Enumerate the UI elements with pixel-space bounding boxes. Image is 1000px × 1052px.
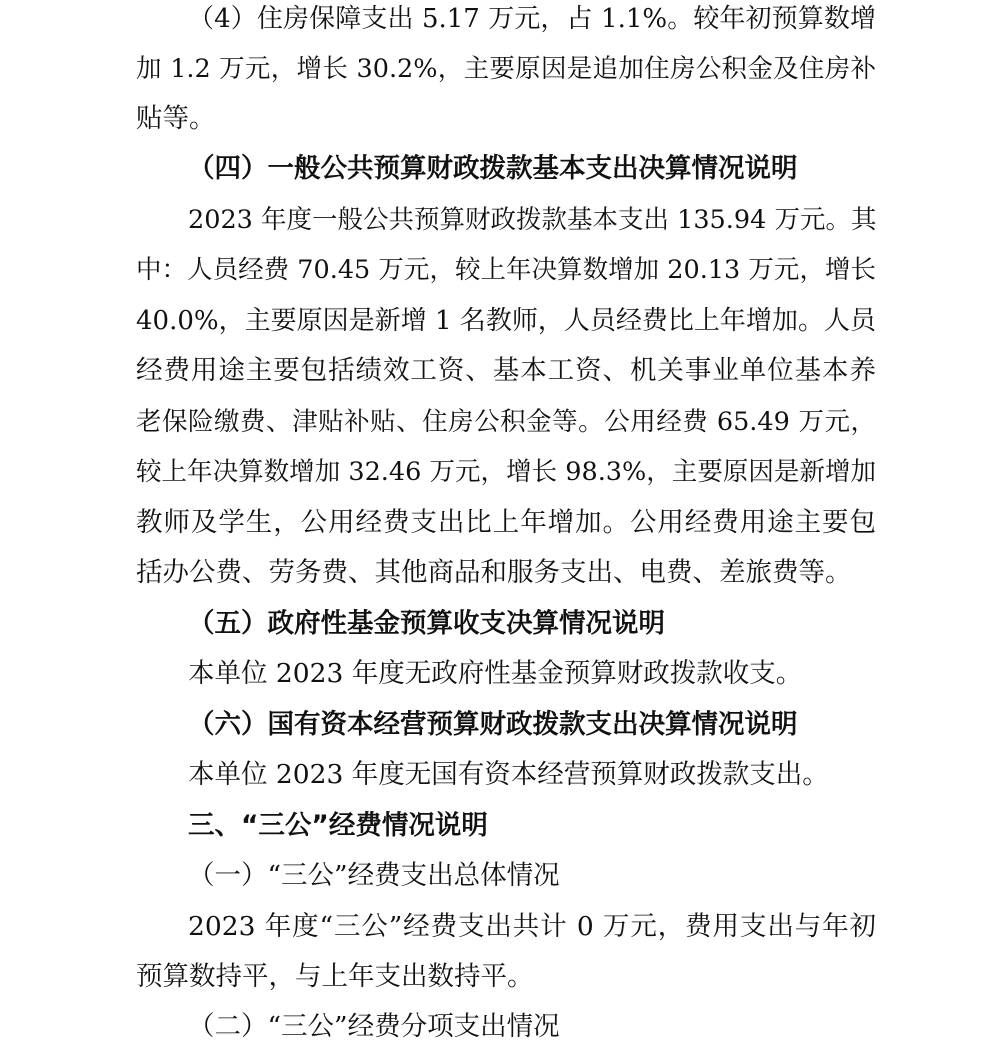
paragraph-line: 老保险缴费、津贴补贴、住房公积金等。公用经费 65.49 万元， <box>136 407 876 437</box>
paragraph-line: 预算数持平，与上年支出数持平。 <box>136 961 534 992</box>
paragraph-line: 教师及学生，公用经费支出比上年增加。公用经费用途主要包 <box>136 507 876 538</box>
chapter-heading: 三、“三公”经费情况说明 <box>188 810 488 841</box>
paragraph-line: 贴等。 <box>136 103 216 134</box>
paragraph-line: 括办公费、劳务费、其他商品和服务支出、电费、差旅费等。 <box>136 557 852 588</box>
paragraph-line: （4）住房保障支出 5.17 万元，占 1.1%。较年初预算数增 <box>188 4 876 34</box>
section-heading: （一）“三公”经费支出总体情况 <box>188 860 560 891</box>
paragraph-line: 2023 年度一般公共预算财政拨款基本支出 135.94 万元。其 <box>188 205 877 235</box>
paragraph-line: 经费用途主要包括绩效工资、基本工资、机关事业单位基本养 <box>136 355 876 386</box>
paragraph-line: 加 1.2 万元，增长 30.2%，主要原因是追加住房公积金及住房补 <box>136 54 876 84</box>
section-heading: （四）一般公共预算财政拨款基本支出决算情况说明 <box>188 153 798 184</box>
paragraph-line: 较上年决算数增加 32.46 万元，增长 98.3%，主要原因是新增加 <box>136 457 876 487</box>
section-heading: （二）“三公”经费分项支出情况 <box>188 1011 560 1042</box>
paragraph-line: 2023 年度“三公”经费支出共计 0 万元，费用支出与年初 <box>188 911 876 942</box>
paragraph-line: 本单位 2023 年度无政府性基金预算财政拨款收支。 <box>188 658 803 689</box>
section-heading: （六）国有资本经营预算财政拨款支出决算情况说明 <box>188 709 798 740</box>
paragraph-line: 本单位 2023 年度无国有资本经营预算财政拨款支出。 <box>188 759 829 790</box>
section-heading: （五）政府性基金预算收支决算情况说明 <box>188 608 665 639</box>
paragraph-line: 中：人员经费 70.45 万元，较上年决算数增加 20.13 万元，增长 <box>136 255 876 285</box>
paragraph-line: 40.0%，主要原因是新增 1 名教师，人员经费比上年增加。人员 <box>136 306 876 336</box>
